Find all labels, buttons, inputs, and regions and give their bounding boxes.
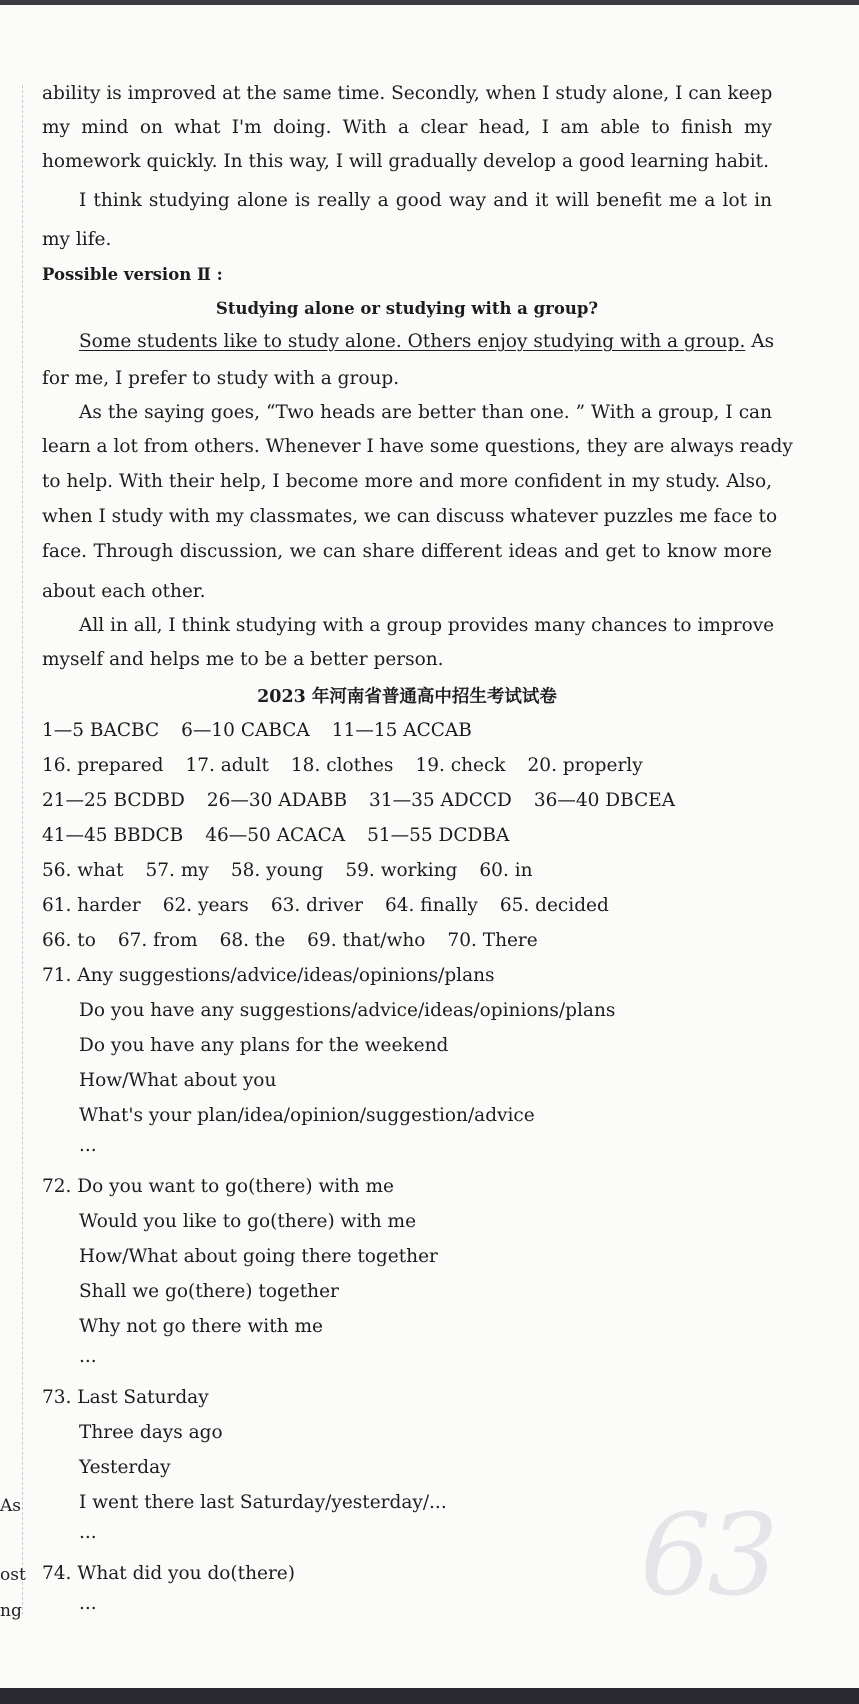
edge-fragment: As [0,1496,22,1516]
answer-line: Would you like to go(there) with me [79,1211,417,1232]
essay-line [79,330,774,354]
bottom-edge-bar [0,1688,859,1704]
version-label: Possible version Ⅱ : [42,265,223,284]
essay-title: Studying alone or studying with a group? [215,299,599,318]
essay-line: myself and helps me to be a better person. [42,649,444,670]
essay-line: when I study with my classmates, we can discuss whatever puzzles me face to [42,506,778,527]
answer-line: Why not go there with me [79,1316,323,1337]
answer-line: Three days ago [79,1422,223,1443]
answer-line: 74. What did you do(there) [42,1563,295,1584]
answer-line: 73. Last Saturday [42,1387,209,1408]
answer-line: 71. Any suggestions/advice/ideas/opinions/plans [42,965,495,986]
answer-row: 61. harder 62. years 63. driver 64. finally 65. decided [42,895,609,916]
answer-line: 72. Do you want to go(there) with me [42,1176,394,1197]
underlined-sentence: Some students like to study alone. Others enjoy studying with a group. [79,331,746,352]
essay-line: for me, I prefer to study with a group. [42,368,400,389]
page-number: 63 [640,1491,775,1621]
essay-line: ability is improved at the same time. Secondly, when I study alone, I can keep [42,83,773,104]
margin-rule [22,85,23,1615]
exam-title: 2023 年河南省普通高中招生考试试卷 [257,687,557,707]
essay-line: homework quickly. In this way, I will gradually develop a good learning habit. [42,151,770,172]
answer-line: ... [79,1522,97,1543]
answer-line: I went there last Saturday/yesterday/... [79,1492,447,1513]
edge-fragment: ost [0,1565,26,1585]
answer-line: ... [79,1346,97,1367]
answer-row: 66. to 67. from 68. the 69. that/who 70. There [42,930,538,951]
answer-row: 16. prepared 17. adult 18. clothes 19. check 20. properly [42,755,643,776]
essay-line: learn a lot from others. Whenever I have some questions, they are always ready [42,436,793,457]
essay-line: All in all, I think studying with a group provides many chances to improve [79,615,775,636]
essay-line: my mind on what I'm doing. With a clear head, I am able to finish my [42,117,772,138]
edge-fragment: ng [0,1601,22,1621]
essay-line: my life. [42,229,112,250]
essay-line: to help. With their help, I become more and more confident in my study. Also, [42,471,772,492]
answer-line: ... [79,1593,97,1614]
answer-row: 56. what 57. my 58. young 59. working 60. in [42,860,533,881]
essay-line: about each other. [42,581,206,602]
answer-row: 21—25 BCDBD 26—30 ADABB 31—35 ADCCD 36—40 DBCEA [42,790,676,811]
answer-line: Do you have any suggestions/advice/ideas/opinions/plans [79,1000,616,1021]
answer-row: 41—45 BBDCB 46—50 ACACA 51—55 DCDBA [42,825,510,846]
essay-line: I think studying alone is really a good way and it will benefit me a lot in [79,190,772,211]
answer-line: How/What about you [79,1070,277,1091]
answer-row: 1—5 BACBC 6—10 CABCA 11—15 ACCAB [42,720,472,741]
answer-line: Shall we go(there) together [79,1281,339,1302]
essay-line: face. Through discussion, we can share different ideas and get to know more [42,541,772,562]
answer-line: Yesterday [79,1457,171,1478]
answer-line: What's your plan/idea/opinion/suggestion/advice [79,1105,535,1126]
answer-line: How/What about going there together [79,1246,438,1267]
answer-line: Do you have any plans for the weekend [79,1035,449,1056]
top-edge-bar [0,0,859,5]
answer-line: ... [79,1135,97,1156]
essay-fragment: As [745,331,775,352]
essay-line: As the saying goes, “Two heads are better than one. ” With a group, I can [79,402,772,423]
